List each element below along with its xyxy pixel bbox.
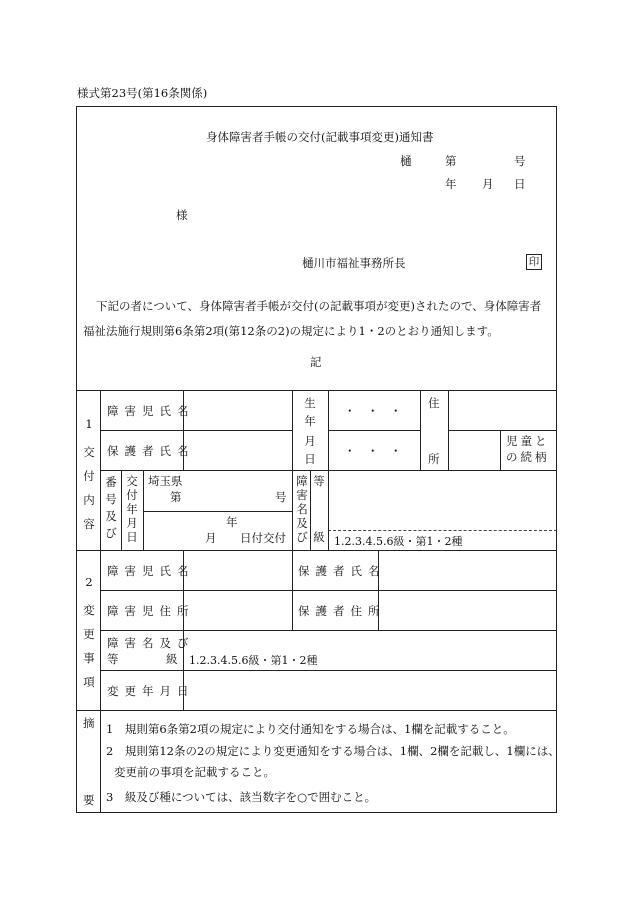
body-line-1: 下記の者について、身体障害者手帳が交付(の記載事項が変更)されたので、身体障害者 xyxy=(96,299,542,313)
rule-section2-top xyxy=(76,550,557,551)
rule-s1-number-col xyxy=(143,470,144,550)
addressee-sama: 様 xyxy=(176,208,188,222)
s1-child-birthdate[interactable]: ・ ・ ・ xyxy=(344,404,402,418)
body-line-2: 福祉法施行規則第6条第2項(第12条の2)の規定により1・2のとおり通知します。 xyxy=(83,324,499,338)
rule-s2-guardian-col xyxy=(378,550,379,630)
notes-side-bottom: 要 xyxy=(83,793,95,807)
rule-s2-row2 xyxy=(100,630,557,631)
s1-address-label-bottom: 所 xyxy=(428,452,440,466)
s2-change-date-label: 変更年月日 xyxy=(107,684,195,698)
s2-disability-label-2a: 等 xyxy=(107,652,119,666)
s1-child-name-label: 障害児氏名 xyxy=(107,404,195,418)
rule-s1-relation xyxy=(500,430,501,470)
s1-number-dai: 第 xyxy=(170,490,182,504)
rule-s1-birth-col xyxy=(328,390,329,550)
issuer-name: 樋川市福祉事務所長 xyxy=(302,256,406,270)
s2-child-name-label: 障害児氏名 xyxy=(107,564,195,578)
rule-s1-row1-right xyxy=(448,430,557,431)
s1-number-label-col1: 番 号 及 び xyxy=(105,475,117,540)
rule-section1-top xyxy=(76,390,557,391)
seal-mark: 印 xyxy=(526,254,542,270)
rule-s1-address-left xyxy=(420,390,421,470)
section1-side-label: 1 交 付 内 容 xyxy=(83,417,95,531)
form-title: 身体障害者手帳の交付(記載事項変更)通知書 xyxy=(206,130,434,144)
s1-disability-label-col1: 障 害 名 及 び xyxy=(296,474,308,544)
s2-disability-label-1: 障害名及び xyxy=(107,636,195,650)
s1-relation-label-1: 児童と xyxy=(506,434,550,448)
rule-s1-label-col xyxy=(183,390,184,470)
rule-s2-row1 xyxy=(100,590,557,591)
s2-guardian-name-label: 保護者氏名 xyxy=(298,564,386,578)
rule-s1-dashed xyxy=(328,530,557,531)
section2-side-label: 2 変 更 事 項 xyxy=(83,575,95,689)
note-item-1: 1 規則第6条第2項の規定により交付通知をする場合は、1欄を記載すること。 xyxy=(106,722,515,736)
s1-relation-label-2: の続柄 xyxy=(506,450,550,464)
date-month: 月 xyxy=(482,177,494,191)
s1-number-go: 号 xyxy=(275,490,287,504)
s1-guardian-birthdate[interactable]: ・ ・ ・ xyxy=(344,444,402,458)
s1-birth-label: 生 年 月 日 xyxy=(304,396,316,466)
rule-s1-row1-left xyxy=(100,430,292,431)
rule-notes-top xyxy=(76,710,557,711)
s1-grade-options[interactable]: 1.2.3.4.5.6級・第1・2種 xyxy=(334,535,463,548)
s2-guardian-address-label: 保護者住所 xyxy=(298,604,386,618)
s1-number-label-col2: 交 付 年 月 日 xyxy=(126,474,138,544)
s1-prefecture: 埼玉県 xyxy=(148,474,183,488)
doc-number-prefix: 樋 xyxy=(400,154,412,168)
note-item-3: 3 級及び種については、該当数字を○で囲むこと。 xyxy=(106,790,377,804)
s1-guardian-name-label: 保護者氏名 xyxy=(107,444,195,458)
rule-s2-row3 xyxy=(100,670,557,671)
s1-disability-label-col2: 等 級 xyxy=(313,474,325,544)
s2-disability-label-2b: 級 xyxy=(166,652,178,666)
s1-issue-day: 日付交付 xyxy=(240,531,286,545)
s2-child-address-label: 障害児住所 xyxy=(107,604,195,618)
rule-s1-number-split xyxy=(143,511,292,512)
ki-label: 記 xyxy=(310,355,322,369)
rule-s2-mid xyxy=(292,550,293,630)
date-year: 年 xyxy=(445,177,457,191)
doc-number-dai: 第 xyxy=(445,154,457,168)
rule-side-column xyxy=(100,390,101,813)
date-day: 日 xyxy=(514,177,526,191)
notes-side-top: 摘 xyxy=(83,716,95,730)
rule-s1-row1-dates xyxy=(328,430,420,431)
rule-s1-number-sub xyxy=(121,470,122,550)
form-number: 様式第23号(第16条関係) xyxy=(77,86,208,100)
doc-number-go: 号 xyxy=(514,154,526,168)
s1-address-label-top: 住 xyxy=(428,396,440,410)
s2-grade-options[interactable]: 1.2.3.4.5.6級・第1・2種 xyxy=(189,654,318,667)
s1-issue-month: 月 xyxy=(205,531,217,545)
rule-s1-mid xyxy=(292,390,293,550)
note-item-2: 2 規則第12条の2の規定により変更通知をする場合は、1欄、2欄を記載し、1欄には、 xyxy=(106,744,560,758)
note-item-2-cont: 変更前の事項を記載すること。 xyxy=(114,765,275,779)
s1-issue-year: 年 xyxy=(226,515,238,529)
rule-s1-address-right xyxy=(448,390,449,470)
